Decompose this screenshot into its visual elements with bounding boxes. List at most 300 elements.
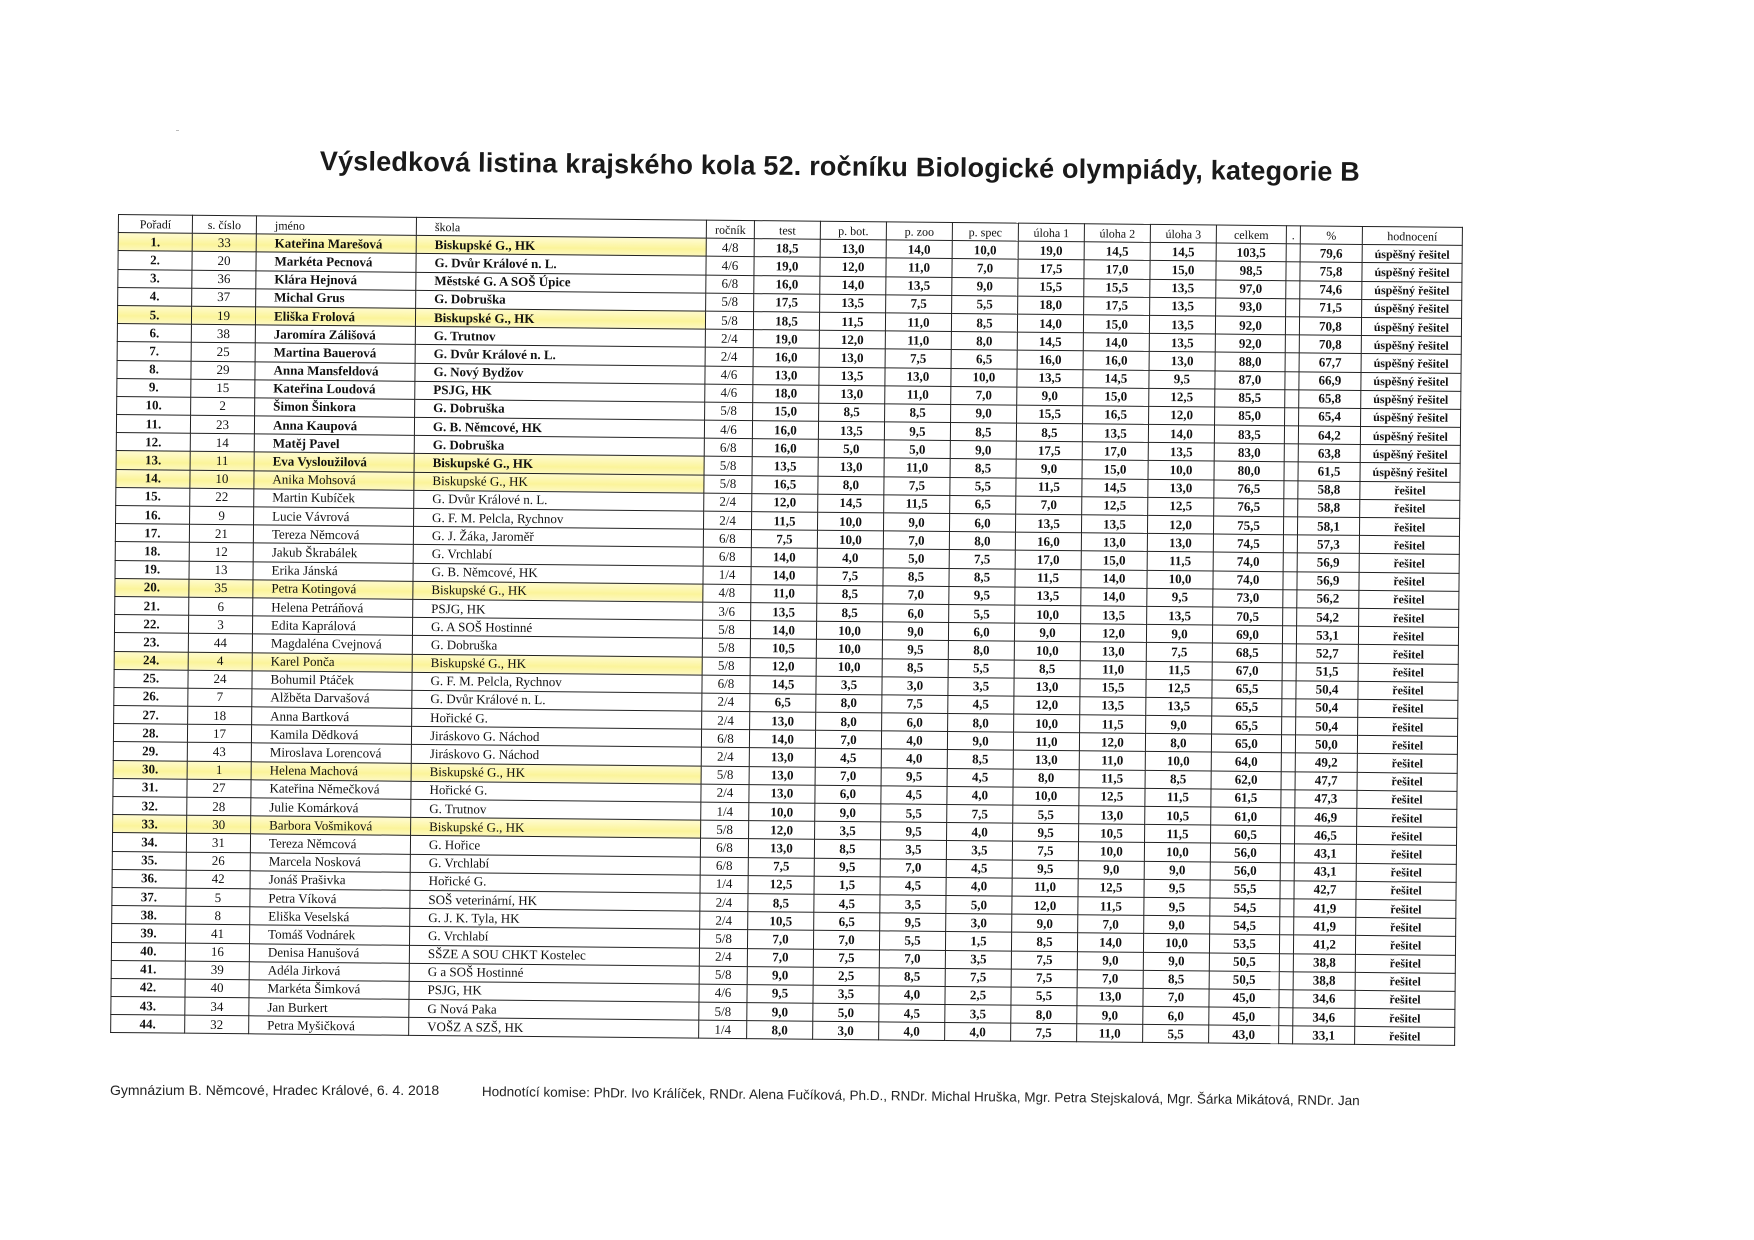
row-rocnik: 5/8 (702, 638, 750, 657)
row-spacer (1284, 480, 1298, 498)
row-task-1: 15,5 (1018, 278, 1084, 297)
row-evaluation: řešitel (1355, 972, 1455, 991)
row-task-3: 13,0 (1149, 352, 1215, 371)
row-percent: 50,0 (1295, 735, 1357, 754)
row-task-3: 8,0 (1145, 734, 1211, 753)
row-task-2: 17,5 (1084, 297, 1150, 316)
row-test: 14,0 (750, 621, 816, 640)
row-p-spec: 9,0 (952, 277, 1018, 296)
row-school: PSJG, HK (409, 981, 699, 1002)
row-p-zoo: 14,0 (886, 240, 952, 259)
row-school: G. Dobruška (416, 290, 706, 311)
row-spacer (1285, 371, 1299, 389)
row-total: 54,5 (1210, 916, 1280, 935)
row-rank: 12. (116, 433, 190, 452)
row-p-bot: 7,5 (817, 567, 883, 586)
row-percent: 41,9 (1294, 917, 1356, 936)
row-evaluation: řešitel (1359, 572, 1459, 591)
col-header-u3: úloha 3 (1150, 224, 1216, 243)
row-task-1: 12,0 (1012, 896, 1078, 915)
row-test: 10,5 (750, 639, 816, 658)
row-name: Martina Bauerová (255, 343, 415, 363)
row-rank: 6. (117, 324, 191, 343)
row-total: 45,0 (1209, 1007, 1279, 1026)
row-task-3: 9,5 (1144, 879, 1210, 898)
row-name: Kamila Dědková (251, 725, 411, 745)
row-test: 9,0 (747, 966, 813, 985)
row-task-2: 14,0 (1083, 333, 1149, 352)
row-task-2: 13,0 (1080, 642, 1146, 661)
row-p-spec: 6,5 (951, 350, 1017, 369)
row-name: Adéla Jirková (249, 961, 409, 981)
row-rocnik: 4/8 (706, 238, 754, 257)
row-p-bot: 13,0 (820, 239, 886, 258)
row-school: G. Dobruška (412, 636, 702, 657)
row-rank: 41. (111, 960, 185, 979)
col-header-name: jméno (256, 216, 416, 236)
row-p-bot: 10,0 (816, 621, 882, 640)
row-task-1: 5,5 (1011, 987, 1077, 1006)
row-p-zoo: 9,5 (880, 913, 946, 932)
row-spacer (1286, 280, 1300, 298)
row-rocnik: 2/4 (702, 711, 750, 730)
row-start-number: 28 (187, 797, 251, 816)
row-name: Jonáš Prašivka (250, 871, 410, 891)
row-evaluation: řešitel (1360, 499, 1460, 518)
row-task-1: 16,0 (1017, 350, 1083, 369)
row-rocnik: 5/8 (701, 820, 749, 839)
row-school: G. Vrchlabí (413, 545, 703, 566)
row-rocnik: 2/4 (702, 693, 750, 712)
row-start-number: 41 (186, 924, 250, 943)
col-header-eval: hodnocení (1362, 226, 1462, 245)
row-percent: 51,5 (1296, 662, 1358, 681)
row-name: Petra Víková (250, 889, 410, 909)
row-task-2: 17,0 (1082, 442, 1148, 461)
row-percent: 43,1 (1294, 862, 1356, 881)
row-evaluation: úspěšný řešitel (1362, 263, 1462, 282)
row-spacer (1284, 426, 1298, 444)
row-task-2: 12,5 (1079, 788, 1145, 807)
footer-venue: Gymnázium B. Němcové, Hradec Králové, 6. 4. 2018 (110, 1082, 440, 1098)
row-start-number: 18 (188, 706, 252, 725)
row-rank: 36. (112, 869, 186, 888)
row-rank: 5. (117, 305, 191, 324)
row-task-2: 14,0 (1081, 569, 1147, 588)
row-spacer (1279, 971, 1293, 989)
row-rocnik: 6/8 (703, 548, 751, 567)
row-p-bot: 3,5 (813, 985, 879, 1004)
row-p-zoo: 9,0 (882, 622, 948, 641)
col-header-u2: úloha 2 (1084, 224, 1150, 243)
row-total: 88,0 (1215, 352, 1285, 371)
col-header-rocnik: ročník (706, 220, 754, 239)
row-evaluation: řešitel (1355, 1027, 1455, 1046)
row-evaluation: řešitel (1358, 627, 1458, 646)
row-total: 74,0 (1213, 552, 1283, 571)
row-school: G. A SOŠ Hostinné (412, 617, 702, 638)
row-p-zoo: 7,5 (885, 349, 951, 368)
row-task-3: 13,5 (1148, 443, 1214, 462)
row-p-spec: 2,5 (945, 986, 1011, 1005)
row-rank: 10. (117, 396, 191, 415)
row-start-number: 19 (191, 306, 255, 325)
row-percent: 50,4 (1296, 681, 1358, 700)
row-task-1: 17,5 (1016, 441, 1082, 460)
row-school: G. Vrchlabí (410, 854, 700, 875)
row-name: Erika Jánská (253, 561, 413, 581)
row-total: 65,0 (1211, 734, 1281, 753)
row-task-1: 10,0 (1014, 714, 1080, 733)
row-task-2: 15,5 (1084, 278, 1150, 297)
row-rocnik: 2/4 (700, 893, 748, 912)
row-total: 80,0 (1214, 461, 1284, 480)
row-task-3: 8,5 (1145, 770, 1211, 789)
row-name: Tereza Němcová (250, 834, 410, 854)
row-test: 18,5 (754, 239, 820, 258)
row-test: 13,0 (749, 784, 815, 803)
row-p-zoo: 4,0 (881, 749, 947, 768)
row-spacer (1281, 753, 1295, 771)
row-test: 14,0 (749, 730, 815, 749)
row-start-number: 44 (188, 634, 252, 653)
row-p-bot: 9,0 (815, 803, 881, 822)
row-percent: 33,1 (1293, 1026, 1355, 1045)
row-task-2: 14,0 (1077, 933, 1143, 952)
row-start-number: 34 (185, 997, 249, 1016)
row-test: 13,0 (749, 748, 815, 767)
row-task-3: 15,0 (1150, 261, 1216, 280)
row-evaluation: řešitel (1355, 954, 1455, 973)
row-name: Martin Kubíček (254, 489, 414, 509)
row-p-bot: 8,5 (817, 603, 883, 622)
row-rank: 18. (115, 542, 189, 561)
row-task-1: 13,5 (1015, 514, 1081, 533)
row-task-2: 11,0 (1077, 1024, 1143, 1043)
row-spacer (1279, 1026, 1293, 1044)
row-evaluation: řešitel (1358, 699, 1458, 718)
row-p-zoo: 4,0 (879, 986, 945, 1005)
row-start-number: 30 (187, 815, 251, 834)
row-total: 103,5 (1216, 243, 1286, 262)
row-p-zoo: 4,5 (880, 877, 946, 896)
row-percent: 57,3 (1297, 535, 1359, 554)
row-name: Marcela Nosková (250, 852, 410, 872)
row-p-bot: 8,5 (819, 403, 885, 422)
row-spacer (1282, 626, 1296, 644)
row-percent: 56,9 (1297, 571, 1359, 590)
row-test: 13,0 (753, 366, 819, 385)
row-school: G a SOŠ Hostinné (409, 963, 699, 984)
row-p-spec: 8,5 (947, 750, 1013, 769)
row-task-1: 11,5 (1015, 569, 1081, 588)
row-p-bot: 4,0 (817, 549, 883, 568)
row-evaluation: řešitel (1358, 663, 1458, 682)
row-total: 70,5 (1213, 607, 1283, 626)
row-start-number: 36 (192, 270, 256, 289)
row-task-1: 15,5 (1017, 405, 1083, 424)
row-p-bot: 10,0 (817, 512, 883, 531)
row-evaluation: úspěšný řešitel (1362, 245, 1462, 264)
row-spacer (1284, 499, 1298, 517)
row-task-3: 12,5 (1146, 679, 1212, 698)
row-p-bot: 7,0 (813, 931, 879, 950)
row-task-3: 11,5 (1146, 661, 1212, 680)
col-header-sn: s. číslo (192, 215, 256, 234)
row-task-2: 9,0 (1077, 951, 1143, 970)
row-task-3: 9,5 (1147, 588, 1213, 607)
row-test: 6,5 (750, 693, 816, 712)
row-task-2: 11,0 (1080, 660, 1146, 679)
row-rocnik: 4/6 (705, 384, 753, 403)
row-total: 73,0 (1213, 589, 1283, 608)
row-spacer (1282, 717, 1296, 735)
row-spacer (1281, 808, 1295, 826)
row-p-spec: 4,0 (945, 1023, 1011, 1042)
row-school: SŠZE A SOU CHKT Kostelec (409, 945, 699, 966)
row-task-2: 13,5 (1081, 606, 1147, 625)
row-rank: 40. (111, 942, 185, 961)
row-rank: 35. (112, 851, 186, 870)
row-task-3: 12,0 (1149, 406, 1215, 425)
row-rank: 24. (114, 651, 188, 670)
row-school: Hořické G. (412, 708, 702, 729)
row-p-zoo: 13,0 (885, 367, 951, 386)
row-start-number: 42 (186, 870, 250, 889)
row-total: 65,5 (1212, 716, 1282, 735)
row-p-bot: 4,5 (814, 894, 880, 913)
row-task-3: 13,5 (1149, 334, 1215, 353)
row-p-bot: 11,5 (819, 312, 885, 331)
row-rank: 27. (114, 706, 188, 725)
row-p-bot: 6,5 (814, 912, 880, 931)
row-percent: 47,7 (1295, 771, 1357, 790)
row-rank: 29. (113, 742, 187, 761)
row-p-spec: 5,5 (952, 295, 1018, 314)
row-p-bot: 13,0 (819, 349, 885, 368)
row-start-number: 12 (189, 543, 253, 562)
row-name: Eva Vysloužilová (254, 452, 414, 472)
row-percent: 56,9 (1297, 553, 1359, 572)
row-percent: 52,7 (1296, 644, 1358, 663)
row-rank: 13. (116, 451, 190, 470)
row-percent: 54,2 (1297, 608, 1359, 627)
row-school: G. Nový Bydžov (415, 363, 705, 384)
row-task-1: 12,0 (1014, 696, 1080, 715)
row-evaluation: řešitel (1360, 481, 1460, 500)
row-percent: 50,4 (1296, 699, 1358, 718)
row-spacer (1282, 699, 1296, 717)
row-total: 45,0 (1209, 989, 1279, 1008)
row-p-spec: 5,5 (950, 477, 1016, 496)
row-start-number: 22 (190, 488, 254, 507)
row-evaluation: řešitel (1355, 1008, 1455, 1027)
row-rocnik: 4/6 (705, 366, 753, 385)
col-header-pspec: p. spec (952, 223, 1018, 242)
row-spacer (1282, 644, 1296, 662)
row-rocnik: 4/6 (699, 984, 747, 1003)
row-start-number: 35 (189, 579, 253, 598)
row-task-3: 7,0 (1143, 988, 1209, 1007)
row-name: Tomáš Vodnárek (250, 925, 410, 945)
row-task-2: 13,5 (1081, 515, 1147, 534)
row-p-bot: 4,5 (815, 749, 881, 768)
row-task-1: 17,5 (1018, 260, 1084, 279)
row-evaluation: úspěšný řešitel (1360, 445, 1460, 464)
row-p-spec: 8,5 (950, 459, 1016, 478)
row-start-number: 29 (191, 361, 255, 380)
row-spacer (1286, 262, 1300, 280)
row-school: Hořické G. (410, 872, 700, 893)
row-percent: 79,6 (1300, 244, 1362, 263)
row-p-bot: 13,5 (818, 421, 884, 440)
row-test: 14,0 (751, 548, 817, 567)
row-test: 12,5 (748, 875, 814, 894)
row-total: 61,0 (1211, 807, 1281, 826)
row-p-bot: 8,0 (816, 694, 882, 713)
row-p-zoo: 7,5 (884, 476, 950, 495)
row-start-number: 39 (185, 961, 249, 980)
row-p-zoo: 6,0 (883, 604, 949, 623)
row-percent: 50,4 (1296, 717, 1358, 736)
row-school: G. J. Žáka, Jaroměř (413, 527, 703, 548)
row-start-number: 21 (189, 524, 253, 543)
col-header-school: škola (416, 217, 706, 238)
row-rank: 38. (112, 906, 186, 925)
row-name: Eliška Veselská (250, 907, 410, 927)
row-task-3: 14,5 (1150, 243, 1216, 262)
row-total: 53,5 (1209, 934, 1279, 953)
row-school: G. J. K. Tyla, HK (410, 908, 700, 929)
row-p-zoo: 6,0 (882, 713, 948, 732)
row-evaluation: řešitel (1356, 899, 1456, 918)
row-rocnik: 2/4 (705, 329, 753, 348)
row-p-zoo: 3,5 (880, 840, 946, 859)
row-rank: 39. (112, 924, 186, 943)
row-task-2: 15,0 (1081, 551, 1147, 570)
row-rank: 17. (115, 524, 189, 543)
row-rank: 21. (115, 596, 189, 615)
row-evaluation: řešitel (1357, 736, 1457, 755)
row-task-2: 13,0 (1081, 533, 1147, 552)
row-task-3: 10,0 (1148, 461, 1214, 480)
row-school: G. Dobruška (414, 436, 704, 457)
row-name: Šimon Šinkora (255, 398, 415, 418)
row-task-3: 11,5 (1145, 788, 1211, 807)
row-task-3: 9,0 (1144, 916, 1210, 935)
row-evaluation: řešitel (1359, 608, 1459, 627)
row-start-number: 3 (188, 615, 252, 634)
row-evaluation: řešitel (1358, 645, 1458, 664)
row-task-2: 10,0 (1078, 842, 1144, 861)
row-evaluation: řešitel (1355, 990, 1455, 1009)
row-p-zoo: 7,5 (882, 695, 948, 714)
row-total: 54,5 (1210, 898, 1280, 917)
row-p-bot: 5,0 (818, 439, 884, 458)
results-table (110, 214, 1463, 1046)
row-rank: 25. (114, 669, 188, 688)
row-rank: 37. (112, 887, 186, 906)
row-total: 75,5 (1213, 516, 1283, 535)
row-start-number: 15 (191, 379, 255, 398)
row-total: 76,5 (1214, 480, 1284, 499)
row-evaluation: řešitel (1359, 517, 1459, 536)
row-task-1: 8,5 (1011, 932, 1077, 951)
row-percent: 49,2 (1295, 753, 1357, 772)
row-p-bot: 14,5 (818, 494, 884, 513)
row-spacer (1280, 862, 1294, 880)
row-rank: 16. (116, 505, 190, 524)
row-test: 12,0 (750, 657, 816, 676)
row-spacer (1285, 353, 1299, 371)
row-evaluation: úspěšný řešitel (1362, 281, 1462, 300)
row-p-zoo: 9,0 (883, 513, 949, 532)
row-task-1: 7,5 (1012, 841, 1078, 860)
row-start-number: 40 (185, 979, 249, 998)
row-task-1: 5,5 (1013, 805, 1079, 824)
row-total: 56,0 (1210, 843, 1280, 862)
row-percent: 46,9 (1295, 808, 1357, 827)
row-start-number: 2 (191, 397, 255, 416)
row-name: Klára Hejnová (256, 270, 416, 290)
row-start-number: 38 (191, 324, 255, 343)
row-evaluation: úspěšný řešitel (1360, 463, 1460, 482)
row-rank: 8. (117, 360, 191, 379)
row-rank: 22. (114, 615, 188, 634)
row-start-number: 14 (190, 433, 254, 452)
row-p-spec: 7,5 (947, 804, 1013, 823)
row-task-3: 12,5 (1148, 497, 1214, 516)
row-task-1: 17,0 (1015, 551, 1081, 570)
row-task-1: 14,5 (1017, 332, 1083, 351)
row-task-1: 8,5 (1014, 660, 1080, 679)
row-name: Petra Kotingová (253, 580, 413, 600)
row-p-spec: 7,5 (945, 968, 1011, 987)
row-task-2: 12,0 (1080, 624, 1146, 643)
row-evaluation: řešitel (1359, 554, 1459, 573)
row-p-spec: 5,5 (949, 604, 1015, 623)
row-p-spec: 6,5 (950, 495, 1016, 514)
row-start-number: 10 (190, 470, 254, 489)
row-total: 83,5 (1214, 425, 1284, 444)
row-total: 92,0 (1215, 334, 1285, 353)
row-test: 13,0 (748, 839, 814, 858)
row-total: 83,0 (1214, 443, 1284, 462)
row-school: G. Hořice (410, 836, 700, 857)
row-percent: 42,7 (1294, 881, 1356, 900)
row-name: Magdaléna Cvejnová (252, 634, 412, 654)
row-p-spec: 3,5 (948, 677, 1014, 696)
row-rocnik: 2/4 (705, 347, 753, 366)
row-task-2: 12,5 (1082, 497, 1148, 516)
row-total: 64,0 (1211, 752, 1281, 771)
row-task-3: 13,5 (1146, 697, 1212, 716)
row-test: 16,0 (752, 439, 818, 458)
row-p-bot: 13,5 (820, 294, 886, 313)
row-spacer (1284, 444, 1298, 462)
row-p-zoo: 7,0 (880, 858, 946, 877)
row-name: Jan Burkert (249, 998, 409, 1018)
col-header-total: celkem (1216, 225, 1286, 244)
row-spacer (1286, 244, 1300, 262)
row-rank: 43. (111, 997, 185, 1016)
row-name: Karel Ponča (252, 652, 412, 672)
row-task-1: 10,0 (1014, 641, 1080, 660)
row-task-1: 16,0 (1015, 532, 1081, 551)
row-school: VOŠZ A SZŠ, HK (409, 1018, 699, 1039)
row-p-spec: 3,0 (946, 914, 1012, 933)
row-rocnik: 5/8 (702, 620, 750, 639)
